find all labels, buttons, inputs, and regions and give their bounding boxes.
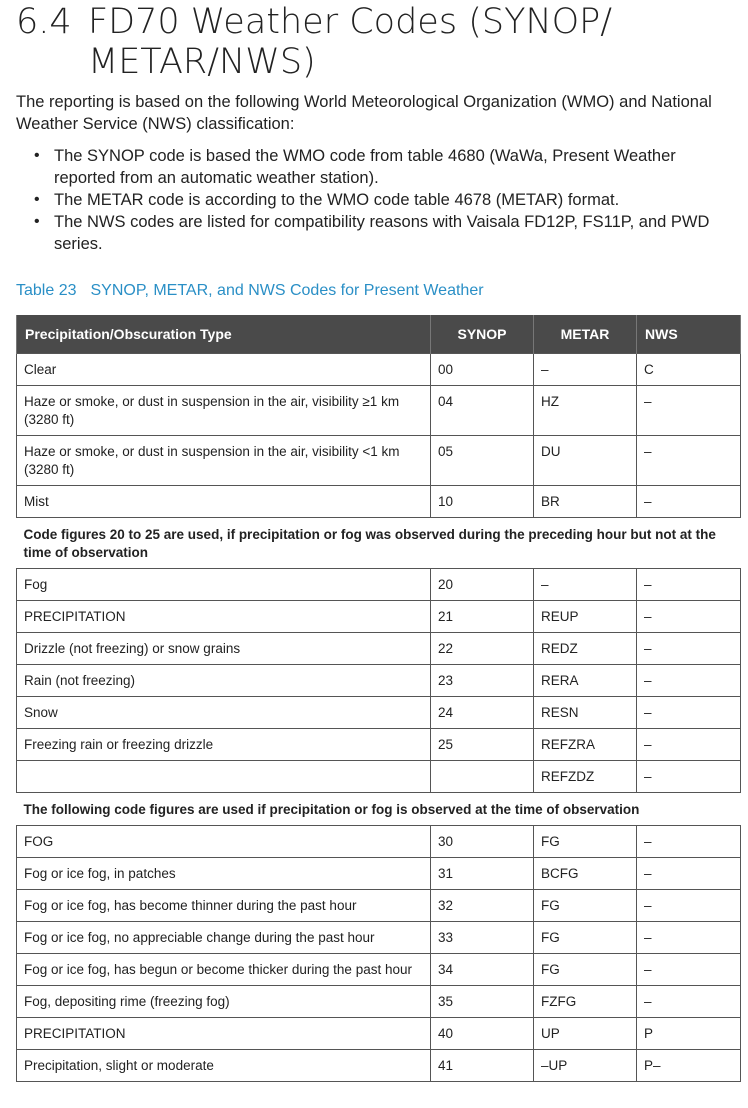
section-heading (16, 2, 688, 82)
section-row (17, 793, 741, 826)
cell-type: Fog or ice fog, no appreciable change during the past hour (17, 922, 431, 954)
weather-codes-table (16, 315, 741, 1082)
bullet-item: • The METAR code is according to the WMO code table 4678 (METAR) format. (34, 189, 739, 211)
section-row (17, 518, 741, 569)
cell-type: Fog, depositing rime (freezing fog) (17, 986, 431, 1018)
cell-nws: – (637, 436, 741, 486)
cell-metar: DU (534, 436, 637, 486)
intro-paragraph: The reporting is based on the following World Meteorological Organization (WMO) and National Weather Service (NWS) classification: (16, 93, 712, 133)
bullet-item: • The SYNOP code is based the WMO code from table 4680 (WaWa, Present Weather reported from an automatic weather station). (34, 145, 739, 189)
section-number: 6.4 (16, 2, 72, 42)
column-header-type: Precipitation/Obscuration Type (17, 315, 431, 354)
cell-metar: – (534, 354, 637, 386)
cell-type: Precipitation, slight or moderate (17, 1050, 431, 1082)
cell-metar: REDZ (534, 633, 637, 665)
table-row (17, 858, 741, 890)
table-row (17, 486, 741, 518)
cell-synop: 20 (431, 569, 534, 601)
table-row (17, 761, 741, 793)
cell-type: Haze or smoke, or dust in suspension in the air, visibility ≥1 km (3280 ft) (17, 386, 431, 436)
cell-synop: 41 (431, 1050, 534, 1082)
cell-synop: 23 (431, 665, 534, 697)
cell-synop: 35 (431, 986, 534, 1018)
cell-nws: – (637, 665, 741, 697)
cell-nws: – (637, 569, 741, 601)
section-note: The following code figures are used if precipitation or fog is observed at the time of observation (17, 793, 741, 826)
table-caption-label: Table 23 (16, 282, 77, 299)
cell-synop (431, 761, 534, 793)
cell-synop: 32 (431, 890, 534, 922)
bullet-list (34, 145, 739, 255)
cell-synop: 22 (431, 633, 534, 665)
table-caption-title: SYNOP, METAR, and NWS Codes for Present Weather (90, 282, 484, 299)
cell-type: Fog or ice fog, has begun or become thicker during the past hour (17, 954, 431, 986)
cell-metar: REFZDZ (534, 761, 637, 793)
cell-type: PRECIPITATION (17, 601, 431, 633)
cell-nws: – (637, 761, 741, 793)
cell-metar: FZFG (534, 986, 637, 1018)
table-row (17, 633, 741, 665)
cell-metar: FG (534, 826, 637, 858)
cell-type: Clear (17, 354, 431, 386)
table-row (17, 986, 741, 1018)
table-row (17, 436, 741, 486)
cell-nws: P (637, 1018, 741, 1050)
section-title: FD70 Weather Codes (SYNOP/ METAR/NWS) (88, 2, 613, 82)
cell-synop: 30 (431, 826, 534, 858)
cell-type: Rain (not freezing) (17, 665, 431, 697)
table-row (17, 697, 741, 729)
cell-nws: – (637, 386, 741, 436)
cell-metar: RESN (534, 697, 637, 729)
cell-metar: FG (534, 954, 637, 986)
cell-nws: – (637, 633, 741, 665)
cell-synop: 33 (431, 922, 534, 954)
cell-metar: RERA (534, 665, 637, 697)
table-row (17, 601, 741, 633)
cell-nws: – (637, 601, 741, 633)
table-row (17, 729, 741, 761)
table-row (17, 954, 741, 986)
cell-type: Fog or ice fog, in patches (17, 858, 431, 890)
cell-synop: 04 (431, 386, 534, 436)
table-row (17, 665, 741, 697)
cell-type: Fog or ice fog, has become thinner during the past hour (17, 890, 431, 922)
cell-metar: – (534, 569, 637, 601)
cell-nws: P– (637, 1050, 741, 1082)
cell-synop: 40 (431, 1018, 534, 1050)
cell-synop: 21 (431, 601, 534, 633)
cell-metar: BR (534, 486, 637, 518)
table-row (17, 922, 741, 954)
table-row (17, 386, 741, 436)
cell-synop: 25 (431, 729, 534, 761)
cell-metar: FG (534, 922, 637, 954)
table-header-row (17, 315, 741, 354)
cell-synop: 24 (431, 697, 534, 729)
column-header-metar: METAR (534, 315, 637, 354)
cell-nws: C (637, 354, 741, 386)
cell-nws: – (637, 890, 741, 922)
bullet-item: • The NWS codes are listed for compatibility reasons with Vaisala FD12P, FS11P, and PWD series. (34, 211, 739, 255)
cell-synop: 10 (431, 486, 534, 518)
cell-metar: HZ (534, 386, 637, 436)
cell-nws: – (637, 986, 741, 1018)
cell-nws: – (637, 858, 741, 890)
table-row (17, 826, 741, 858)
column-header-nws: NWS (637, 315, 741, 354)
cell-metar: UP (534, 1018, 637, 1050)
cell-type: Haze or smoke, or dust in suspension in the air, visibility <1 km (3280 ft) (17, 436, 431, 486)
table-caption (16, 280, 484, 302)
cell-nws: – (637, 922, 741, 954)
table-row (17, 1018, 741, 1050)
cell-nws: – (637, 729, 741, 761)
cell-type: PRECIPITATION (17, 1018, 431, 1050)
cell-metar: REUP (534, 601, 637, 633)
table-row (17, 354, 741, 386)
cell-metar: FG (534, 890, 637, 922)
cell-metar: –UP (534, 1050, 637, 1082)
cell-nws: – (637, 826, 741, 858)
cell-synop: 05 (431, 436, 534, 486)
cell-synop: 31 (431, 858, 534, 890)
cell-metar: REFZRA (534, 729, 637, 761)
section-note: Code figures 20 to 25 are used, if precipitation or fog was observed during the preceding hour but not at the time of observation (17, 518, 741, 569)
cell-type: Snow (17, 697, 431, 729)
cell-type: Freezing rain or freezing drizzle (17, 729, 431, 761)
table-row (17, 1050, 741, 1082)
table-row (17, 890, 741, 922)
cell-nws: – (637, 954, 741, 986)
cell-type (17, 761, 431, 793)
cell-synop: 34 (431, 954, 534, 986)
cell-type: Fog (17, 569, 431, 601)
cell-type: Mist (17, 486, 431, 518)
cell-type: Drizzle (not freezing) or snow grains (17, 633, 431, 665)
cell-metar: BCFG (534, 858, 637, 890)
column-header-synop: SYNOP (431, 315, 534, 354)
cell-nws: – (637, 697, 741, 729)
cell-synop: 00 (431, 354, 534, 386)
table-row (17, 569, 741, 601)
cell-type: FOG (17, 826, 431, 858)
cell-nws: – (637, 486, 741, 518)
